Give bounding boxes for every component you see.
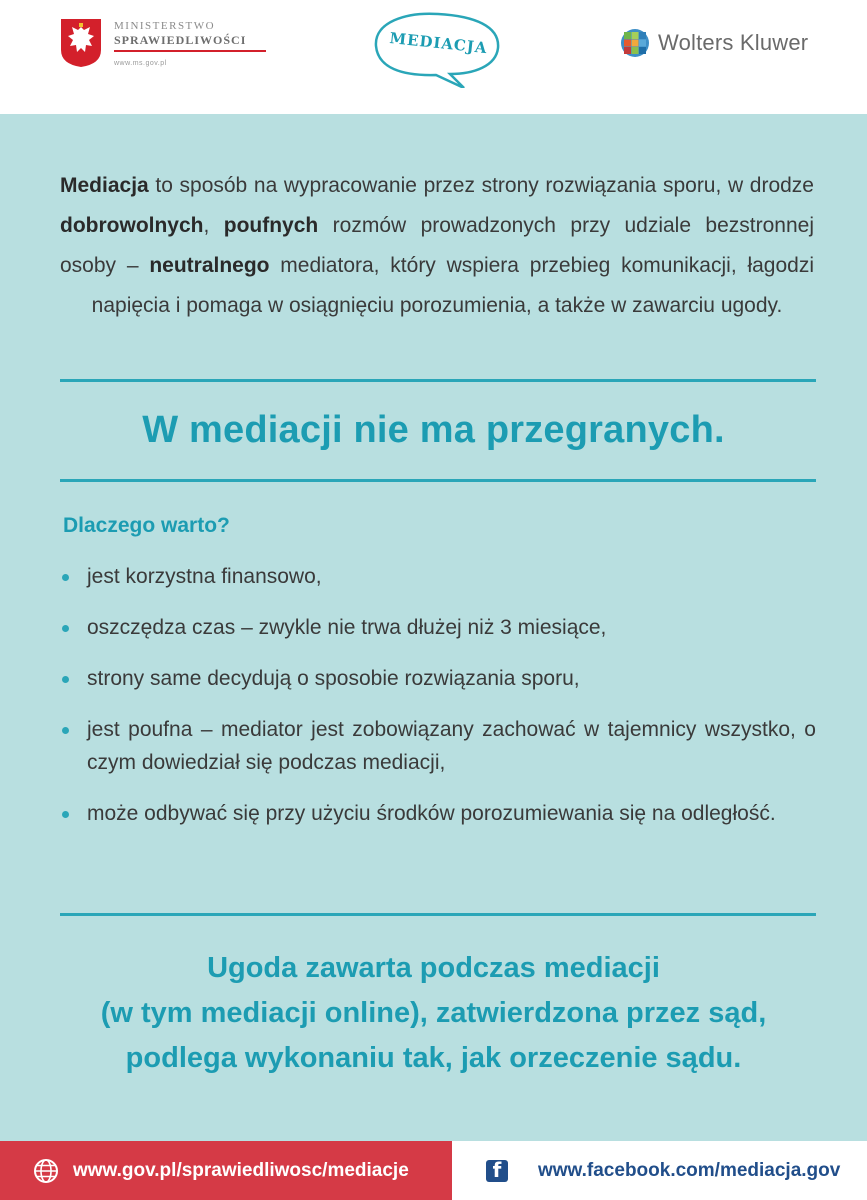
list-item xyxy=(60,560,816,593)
divider-top xyxy=(60,379,816,382)
intro-paragraph xyxy=(60,166,814,326)
ministry-line2: SPRAWIEDLIWOŚCI xyxy=(114,33,247,47)
wolters-kluwer-logo xyxy=(620,28,808,58)
website-link[interactable]: www.gov.pl/sprawiedliwosc/mediacje xyxy=(73,1159,409,1181)
bubble-label: MEDIACJA xyxy=(388,28,489,58)
why-heading: Dlaczego warto? xyxy=(63,514,230,537)
intro-term: Mediacja xyxy=(60,174,149,197)
header xyxy=(0,0,867,114)
ministry-logo xyxy=(60,18,266,68)
bullet-icon xyxy=(62,574,69,581)
facebook-icon: f xyxy=(486,1160,508,1182)
intro-text-3: rozmów prowadzonych przy udziale bezstronnej osoby – xyxy=(60,214,814,277)
list-item-text: oszczędza czas – zwykle nie trwa dłużej niż 3 miesiące, xyxy=(87,616,607,639)
list-item-text: jest korzystna finansowo, xyxy=(87,565,322,588)
bullet-icon xyxy=(62,676,69,683)
bullet-icon xyxy=(62,811,69,818)
intro-text-4: mediatora, który wspiera przebieg komunikacji, łagodzi napięcia i pomaga w osiągnięciu porozumienia, a także w zawarciu ugody. xyxy=(91,254,814,317)
list-item-text: jest poufna – mediator jest zobowiązany zachować w tajemnicy wszystko, o czym dowiedział się podczas mediacji, xyxy=(87,718,816,774)
intro-bold-voluntary: dobrowolnych xyxy=(60,214,204,237)
list-item-text: strony same decydują o sposobie rozwiązania sporu, xyxy=(87,667,580,690)
slogan-heading: W mediacji nie ma przegranych. xyxy=(142,409,725,451)
facebook-link[interactable]: www.facebook.com/mediacja.gov xyxy=(538,1159,841,1181)
list-item xyxy=(60,611,816,644)
intro-text-1: to sposób na wypracowanie przez strony rozwiązania sporu, w drodze xyxy=(148,174,814,197)
mediacja-speech-bubble-logo xyxy=(366,8,506,88)
list-item-text: może odbywać się przy użyciu środków porozumiewania się na odległość. xyxy=(87,802,776,825)
divider-middle xyxy=(60,479,816,482)
ministry-red-line xyxy=(114,50,266,52)
list-item xyxy=(60,662,816,695)
list-item xyxy=(60,713,816,779)
intro-text-2: , xyxy=(203,214,224,237)
ministry-line1: MINISTERSTWO xyxy=(114,20,216,32)
ministry-url: www.ms.gov.pl xyxy=(114,60,167,67)
facebook-bar xyxy=(452,1141,867,1200)
closing-line-1: Ugoda zawarta podczas mediacji xyxy=(207,952,660,984)
bullet-icon xyxy=(62,727,69,734)
wolters-kluwer-logo-icon xyxy=(620,28,650,58)
intro-bold-neutral: neutralnego xyxy=(149,254,270,277)
intro-bold-confidential: poufnych xyxy=(223,214,319,237)
closing-line-2: (w tym mediacji online), zatwierdzona przez sąd, xyxy=(100,997,767,1029)
main-panel xyxy=(0,114,867,1141)
list-item xyxy=(60,797,816,830)
bullet-icon xyxy=(62,625,69,632)
closing-line-3: podlega wykonaniu tak, jak orzeczenie sądu. xyxy=(125,1042,742,1074)
footer xyxy=(0,1141,867,1200)
polish-eagle-emblem-icon xyxy=(60,18,102,68)
closing-statement xyxy=(0,946,867,1081)
globe-icon xyxy=(33,1158,59,1184)
website-bar xyxy=(0,1141,452,1200)
publisher-name: Wolters Kluwer xyxy=(658,30,809,55)
divider-bottom xyxy=(60,913,816,916)
benefits-list xyxy=(60,560,816,848)
